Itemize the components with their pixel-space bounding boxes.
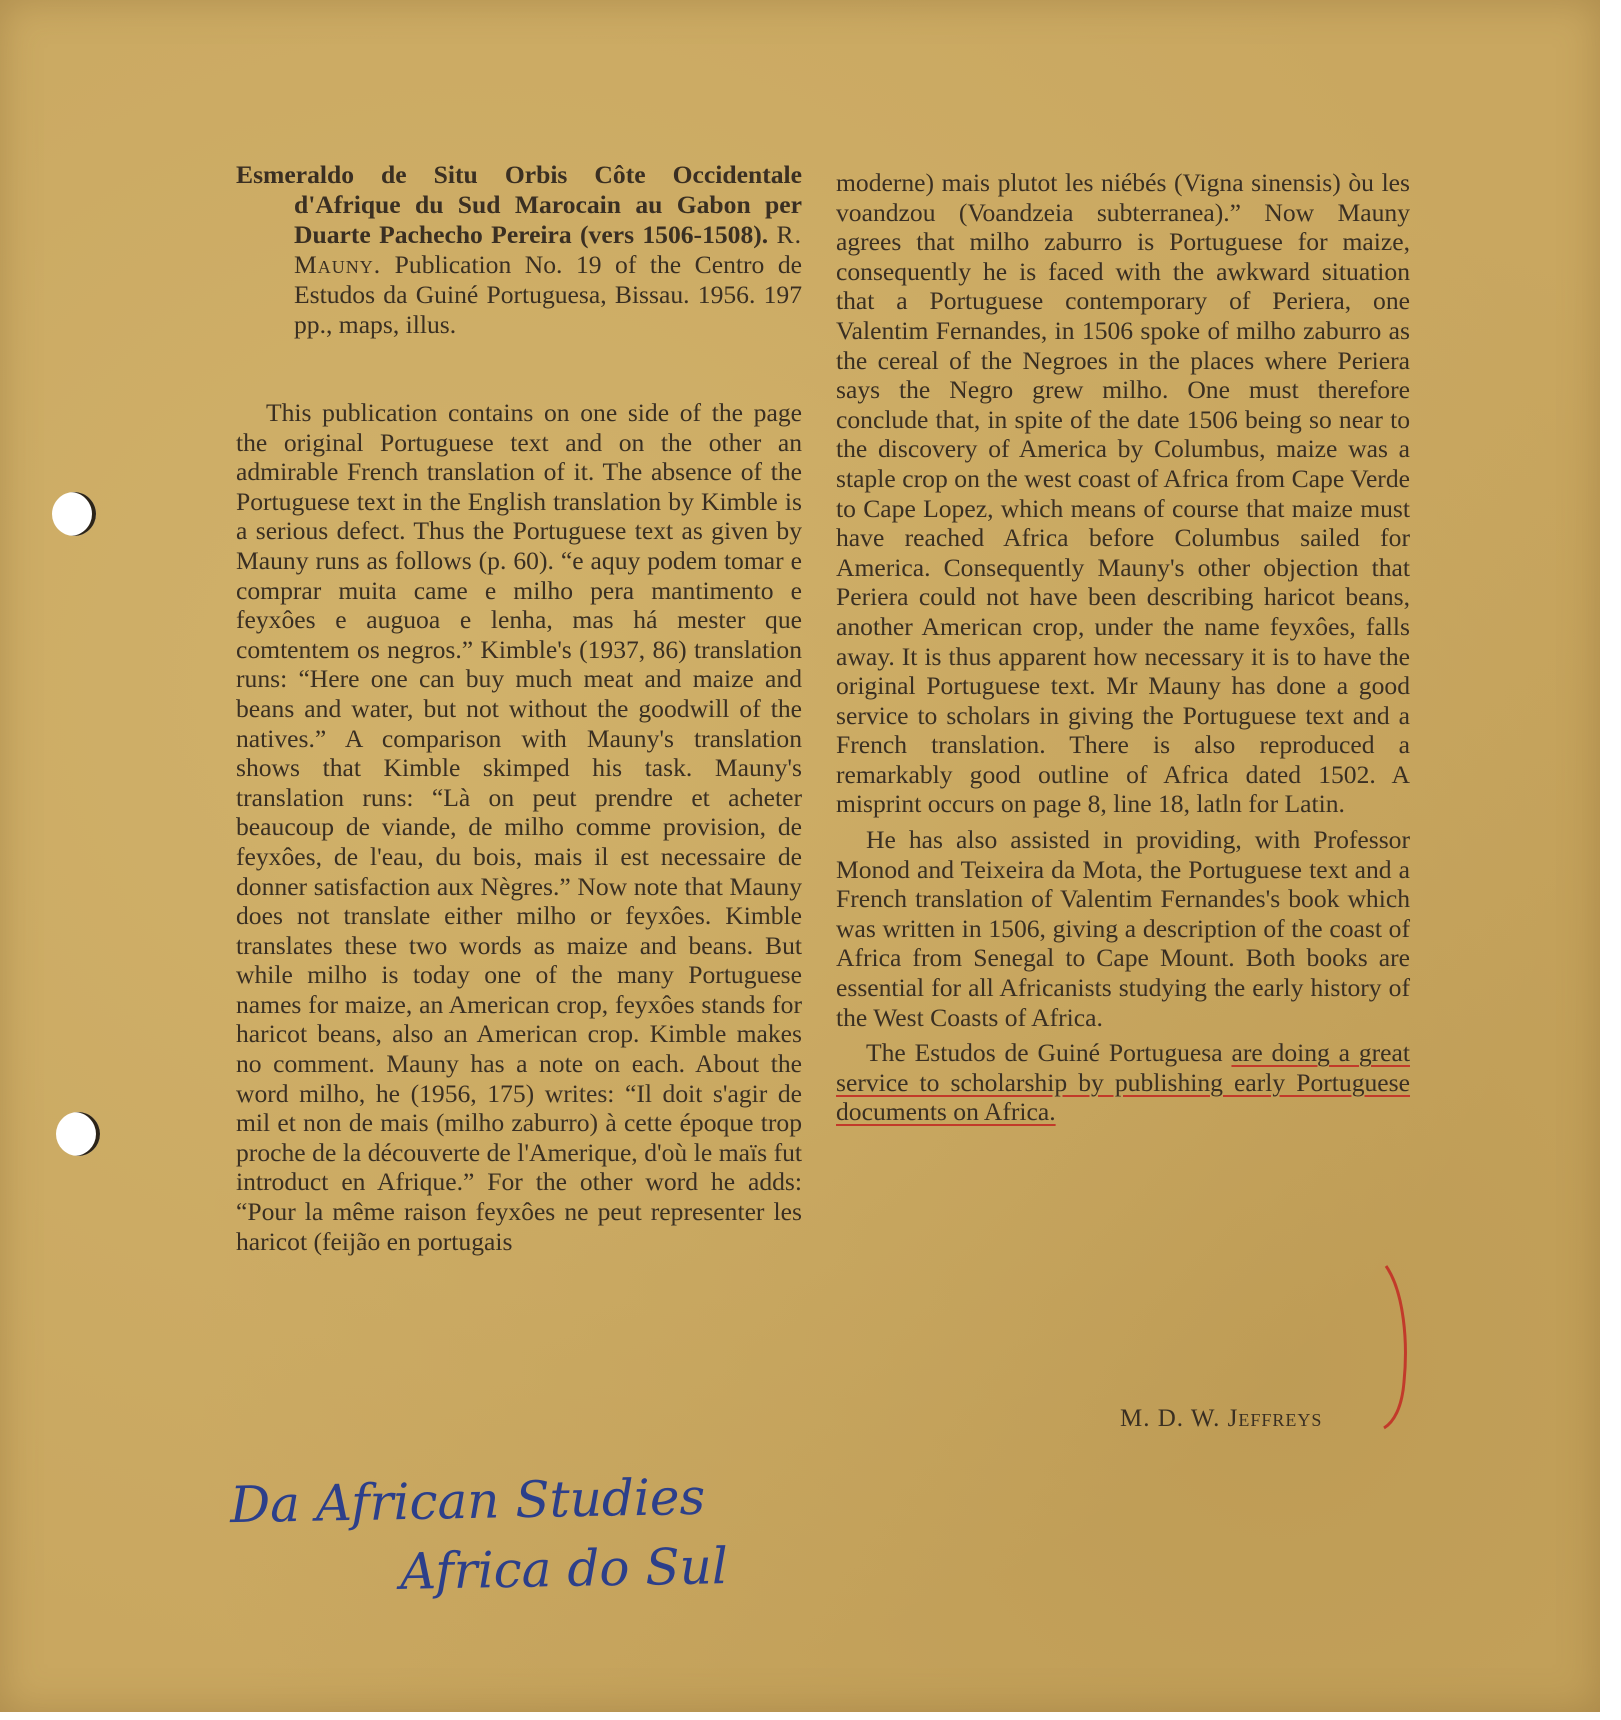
reviewer-signature: M. D. W. Jeffreys: [1120, 1405, 1323, 1432]
left-column: [236, 398, 802, 1256]
left-column-text: This publication contains on one side of the page the original Portuguese text and on the other an admirable French translation of it. The absence of the Portuguese text in the English translation by Kimble is a serious defect. Thus the Portuguese text as given by Mauny runs as follows (p. 60). “e aquy podem tomar e comprar muita came e milho pera mantimento e feyxôes e auguoa e lenha, mas há mester que comtentem os negros.” Kimble's (1937, 86) translation runs: “Here one can buy much meat and maize and beans and water, but not without the goodwill of the natives.” A comparison with Mauny's translation shows that Kimble skimped his task. Mauny's translation runs: “Là on peut prendre et acheter beaucoup de viande, de milho comme provision, de feyxôes, de l'eau, du bois, mais il est necessaire de donner satisfaction aux Nègres.” Now note that Mauny does not translate either milho or feyxôes. Kimble translates these two words as maize and beans. But while milho is today one of the many Portuguese names for maize, an American crop, feyxôes stands for haricot beans, also an American crop. Kimble makes no comment. Mauny has a note on each. About the word milho, he (1956, 175) writes: “Il doit s'agir de mil et non de mais (milho zaburro) à cette époque trop proche de la découverte de l'Amerique, d'où le maïs fut introduct en Afrique.” For the other word he adds: “Pour la même raison feyxôes ne peut representer les haricot (feijão en portugais: [236, 398, 802, 1256]
right-paragraph-1: moderne) mais plutot les niébés (Vigna sinensis) òu les voandzou (Voandzeia subterranea).” Now Mauny agrees that milho zaburro is Portuguese for maize, consequently he is faced with the awkward situation that a Portuguese contemporary of Periera, one Valentim Fernandes, in 1506 spoke of milho zaburro as the cereal of the Negroes in the places where Periera says the Negro grew milho. One must therefore conclude that, in spite of the date 1506 being so near to the discovery of America by Columbus, maize was a staple crop on the west coast of Africa from Cape Verde to Cape Lopez, which means of course that maize must have reached Africa before Columbus sailed for America. Consequently Mauny's other objection that Periera could not have been describing haricot beans, another American crop, under the name feyxôes, falls away. It is thus apparent how necessary it is to have the original Portuguese text. Mr Mauny has done a good service to scholars in giving the Portuguese text and a French translation. There is also reproduced a remarkably good outline of Africa dated 1502. A misprint occurs on page 8, line 18, latln for Latin.: [836, 168, 1410, 819]
closing-sentence-start: The Estudos de Guiné Portuguesa: [866, 1038, 1232, 1068]
right-paragraph-2: He has also assisted in providing, with Professor Monod and Teixeira da Mota, the Portuguese text and a French translation of Valentim Fernandes's book which was written in 1506, giving a description of the coast of Africa from Senegal to Cape Mount. Both books are essential for all Africanists studying the early history of the West Coasts of Africa.: [836, 825, 1410, 1032]
right-column: [836, 168, 1410, 1133]
book-author: R. Mauny.: [294, 220, 802, 279]
publication-details: Publication No. 19 of the Centro de Estudos da Guiné Portuguesa, Bissau. 1956. 197 pp., maps, illus.: [294, 250, 802, 339]
punch-hole-bottom: [56, 1112, 100, 1156]
review-heading: [236, 160, 802, 340]
handwritten-note-line-1: Da African Studies: [229, 1467, 706, 1535]
right-paragraph-3: [836, 1038, 1410, 1127]
punch-hole-top: [52, 492, 96, 536]
red-margin-bracket: [1378, 1262, 1418, 1432]
book-title: Esmeraldo de Situ Orbis Côte Occidentale d'Afrique du Sud Marocain au Gabon per Duarte Pachecho Pereira (vers 1506-1508).: [236, 160, 802, 249]
underlined-sentence: are doing a great service to scholarship by publishing early Portuguese documents on Africa.: [836, 1038, 1410, 1127]
handwritten-note-line-2: Africa do Sul: [399, 1537, 729, 1601]
